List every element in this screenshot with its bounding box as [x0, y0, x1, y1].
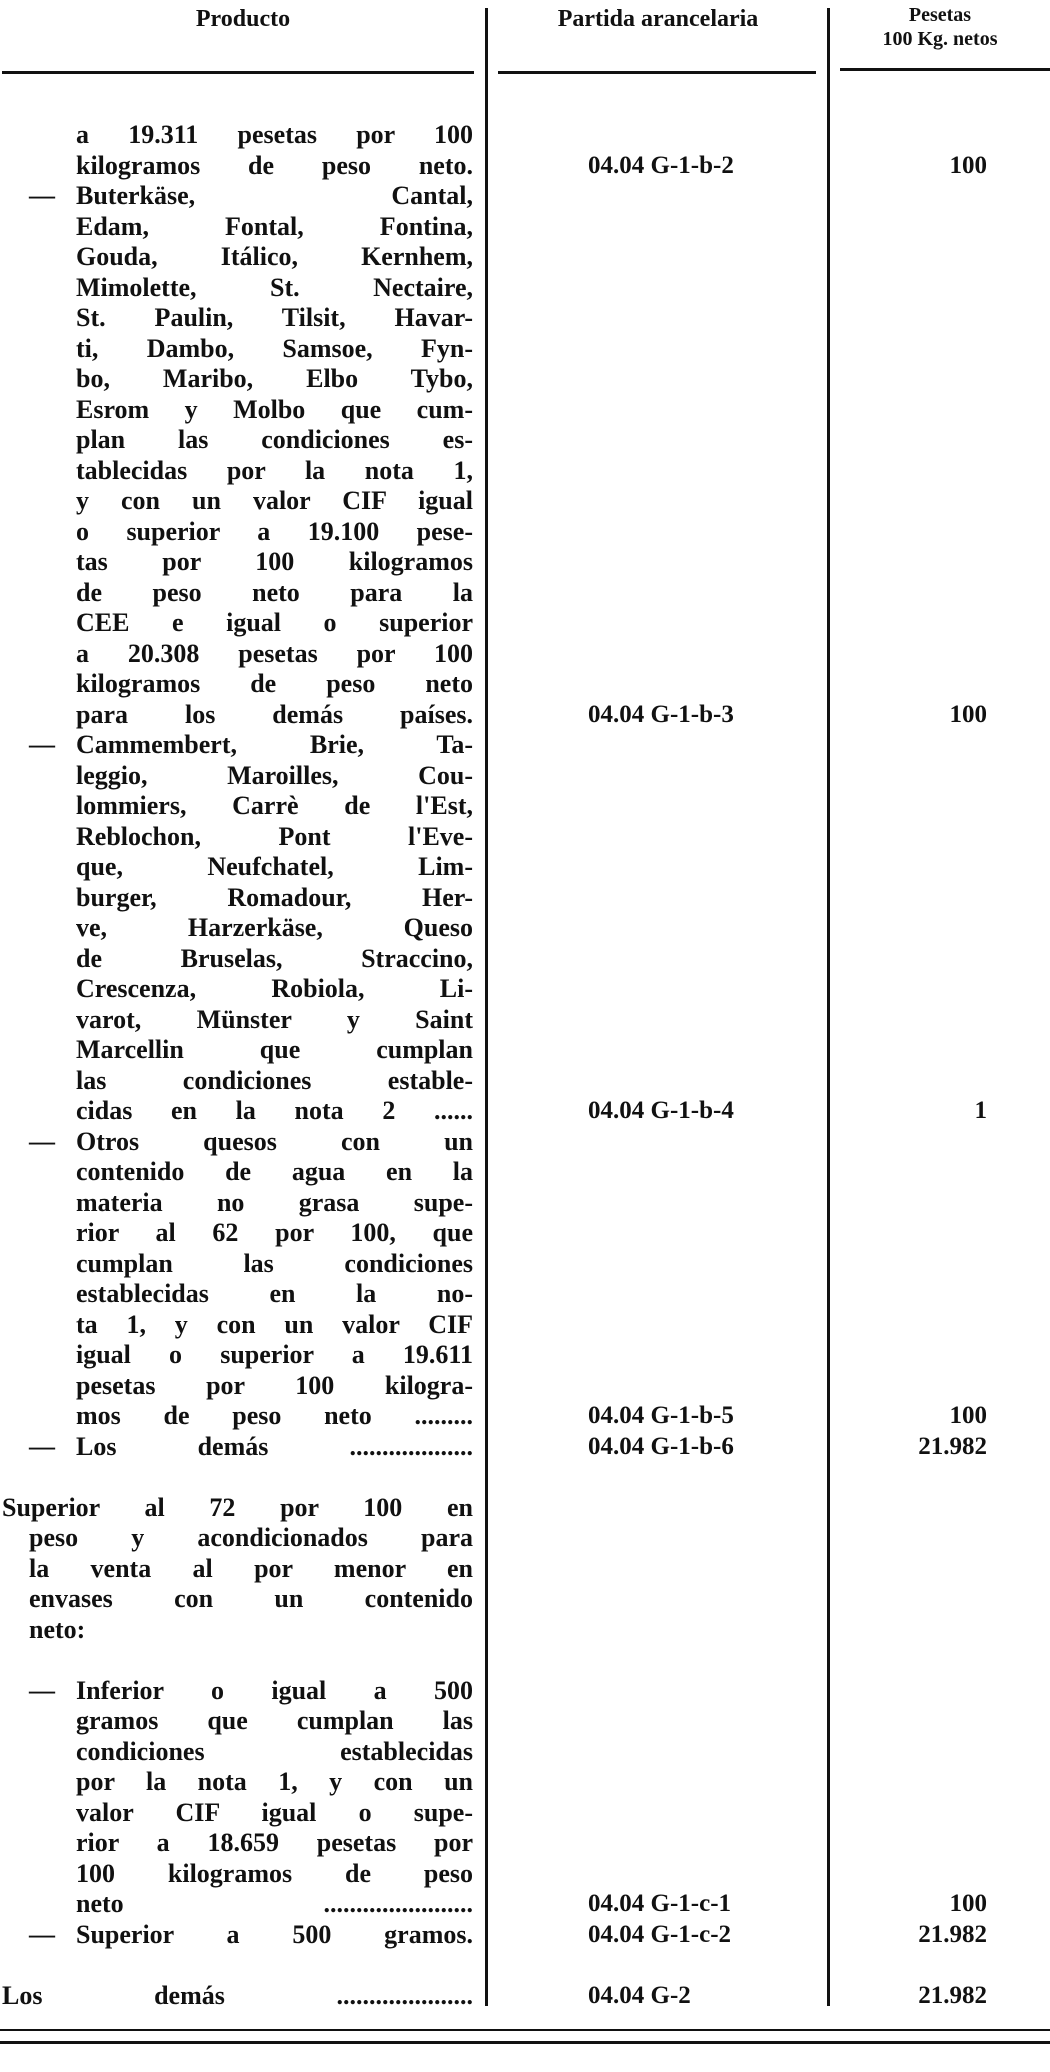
table-row — [0, 120, 1050, 151]
table-row — [0, 852, 1050, 883]
header-producto: Producto — [195, 6, 291, 32]
table-row — [0, 1554, 1050, 1585]
table-row — [0, 517, 1050, 548]
product-text: o superior a 19.100 pese- — [76, 516, 473, 546]
table-row — [0, 1310, 1050, 1341]
product-text: bo, Maribo, Elbo Tybo, — [76, 364, 473, 393]
table-row — [0, 1523, 1050, 1554]
table-row — [0, 608, 1050, 639]
table-row — [0, 456, 1050, 487]
tariff-code: 04.04 G-1-b-6 — [588, 1432, 734, 1460]
product-text: St. Paulin, Tilsit, Havar- — [76, 303, 473, 332]
product-text: establecidas en la no- — [76, 1279, 473, 1308]
product-text: Los demás ..................... — [2, 1980, 473, 2010]
table-row — [0, 791, 1050, 822]
table-row — [0, 334, 1050, 365]
product-text: Gouda, Itálico, Kernhem, — [76, 242, 473, 271]
header-rule-3 — [840, 68, 1050, 71]
tariff-code: 04.04 G-1-b-4 — [588, 1097, 734, 1124]
product-text: Otros quesos con un — [76, 1126, 473, 1156]
table-row — [0, 1066, 1050, 1097]
table-row — [0, 273, 1050, 304]
table-row — [0, 1706, 1050, 1737]
product-text: condiciones establecidas — [76, 1736, 473, 1766]
product-text: neto ....................... — [76, 1889, 473, 1918]
table-row — [0, 181, 1050, 212]
product-text: kilogramos de peso neto. — [76, 150, 473, 180]
table-row — [0, 730, 1050, 761]
product-text: de Bruselas, Straccino, — [76, 943, 473, 973]
product-text: envases con un contenido — [29, 1584, 473, 1613]
product-text: Buterkäse, Cantal, — [76, 181, 473, 210]
product-text: materia no grasa supe- — [76, 1187, 473, 1217]
table-row — [0, 547, 1050, 578]
header-pesetas-unit: 100 Kg. netos — [882, 28, 998, 50]
product-text: neto: — [29, 1614, 86, 1644]
table-row — [0, 1279, 1050, 1310]
bottom-rule-1 — [0, 2029, 1050, 2031]
product-text: varot, Münster y Saint — [76, 1004, 473, 1034]
table-row — [0, 395, 1050, 426]
table-row — [0, 242, 1050, 273]
table-row — [0, 212, 1050, 243]
table-row — [0, 822, 1050, 853]
pesetas-value: 21.982 — [918, 1920, 987, 1948]
table-row — [0, 1737, 1050, 1768]
table-row — [0, 974, 1050, 1005]
product-text: 100 kilogramos de peso — [76, 1858, 473, 1888]
product-text: cumplan las condiciones — [76, 1248, 473, 1278]
product-text: Superior al 72 por 100 en — [2, 1492, 473, 1522]
product-text: Esrom y Molbo que cum- — [76, 394, 473, 424]
product-text: Los demás ................... — [76, 1431, 473, 1461]
product-text: por la nota 1, y con un — [76, 1767, 473, 1796]
table-row — [0, 1767, 1050, 1798]
product-text: kilogramos de peso neto — [76, 669, 473, 698]
product-text: tas por 100 kilogramos — [76, 547, 473, 576]
product-text: que, Neufchatel, Lim- — [76, 852, 473, 881]
product-text: leggio, Maroilles, Cou- — [76, 760, 473, 790]
table-row — [0, 486, 1050, 517]
table-row — [0, 1127, 1050, 1158]
product-text: burger, Romadour, Her- — [76, 882, 473, 912]
product-text: Superior a 500 gramos. — [76, 1919, 473, 1949]
dash-bullet: — — [29, 1675, 55, 1705]
table-row — [0, 883, 1050, 914]
tariff-code: 04.04 G-1-b-3 — [588, 700, 734, 728]
product-text: ve, Harzerkäse, Queso — [76, 913, 473, 942]
product-text: ta 1, y con un valor CIF — [76, 1309, 473, 1339]
product-text: contenido de agua en la — [76, 1157, 473, 1186]
product-text: tablecidas por la nota 1, — [76, 455, 473, 485]
product-text: de peso neto para la — [76, 577, 473, 607]
bottom-rule-2 — [0, 2041, 1050, 2044]
tariff-code: 04.04 G-1-b-2 — [588, 151, 734, 179]
table-row — [0, 1035, 1050, 1066]
pesetas-value: 100 — [949, 151, 987, 179]
dash-bullet: — — [29, 1919, 55, 1949]
product-text: mos de peso neto ......... — [76, 1401, 473, 1430]
pesetas-value: 100 — [949, 1890, 987, 1917]
table-row — [0, 1401, 1050, 1432]
table-row — [0, 151, 1050, 182]
product-text: Reblochon, Pont l'Eve- — [76, 821, 473, 851]
table-row — [0, 1218, 1050, 1249]
product-text: a 19.311 pesetas por 100 — [76, 120, 473, 149]
table-row — [0, 1371, 1050, 1402]
table-row — [0, 669, 1050, 700]
table-row — [0, 303, 1050, 334]
dash-bullet: — — [29, 181, 55, 210]
table-row — [0, 944, 1050, 975]
table-row — [0, 700, 1050, 731]
table-row — [0, 1889, 1050, 1920]
product-text: rior a 18.659 pesetas por — [76, 1828, 473, 1857]
table-row — [0, 761, 1050, 792]
product-text: cidas en la nota 2 ...... — [76, 1096, 473, 1125]
table-row — [0, 1920, 1050, 1951]
tariff-code: 04.04 G-2 — [588, 1981, 691, 2009]
table-row — [0, 1981, 1050, 2012]
product-text: Crescenza, Robiola, Li- — [76, 974, 473, 1003]
product-text: CEE e igual o superior — [76, 608, 473, 637]
pesetas-value: 100 — [949, 700, 987, 728]
table-row — [0, 1584, 1050, 1615]
product-text: gramos que cumplan las — [76, 1706, 473, 1735]
table-row — [0, 1432, 1050, 1463]
pesetas-value: 21.982 — [918, 1981, 987, 2009]
tariff-code: 04.04 G-1-c-2 — [588, 1920, 732, 1948]
product-text: peso y acondicionados para — [29, 1523, 473, 1552]
product-text: rior al 62 por 100, que — [76, 1218, 473, 1247]
table-row — [0, 1828, 1050, 1859]
product-text: y con un valor CIF igual — [76, 486, 473, 515]
product-text: las condiciones estable- — [76, 1065, 473, 1095]
product-text: para los demás países. — [76, 699, 473, 729]
table-row — [0, 364, 1050, 395]
tariff-code: 04.04 G-1-c-1 — [588, 1890, 732, 1917]
table-row — [0, 1615, 1050, 1646]
product-text: plan las condiciones es- — [76, 425, 473, 454]
product-text: ti, Dambo, Samsoe, Fyn- — [76, 333, 473, 363]
dash-bullet: — — [29, 1126, 55, 1156]
table-row — [0, 913, 1050, 944]
table-row — [0, 1157, 1050, 1188]
table-row — [0, 1798, 1050, 1829]
table-row — [0, 639, 1050, 670]
pesetas-value: 100 — [949, 1402, 987, 1429]
table-row — [0, 425, 1050, 456]
table-row — [0, 1249, 1050, 1280]
product-text: Edam, Fontal, Fontina, — [76, 211, 473, 241]
tariff-code: 04.04 G-1-b-5 — [588, 1402, 734, 1429]
table-row — [0, 1676, 1050, 1707]
product-text: Mimolette, St. Nectaire, — [76, 272, 473, 302]
product-text: a 20.308 pesetas por 100 — [76, 638, 473, 668]
table-row — [0, 1859, 1050, 1890]
header-partida-arancelaria: Partida arancelaria — [557, 6, 759, 32]
table-row — [0, 1005, 1050, 1036]
product-text: lommiers, Carrè de l'Est, — [76, 791, 473, 820]
table-row — [0, 1096, 1050, 1127]
table-row — [0, 1188, 1050, 1219]
header-rule-2 — [498, 71, 816, 74]
product-text: Inferior o igual a 500 — [76, 1675, 473, 1705]
header-rule-1 — [2, 71, 474, 74]
product-text: igual o superior a 19.611 — [76, 1340, 473, 1369]
product-text: Cammembert, Brie, Ta- — [76, 730, 473, 759]
dash-bullet: — — [29, 1431, 55, 1461]
pesetas-value: 21.982 — [918, 1432, 987, 1460]
product-text: pesetas por 100 kilogra- — [76, 1370, 473, 1400]
product-text: Marcellin que cumplan — [76, 1035, 473, 1064]
dash-bullet: — — [29, 730, 55, 759]
table-row — [0, 578, 1050, 609]
table-row — [0, 1493, 1050, 1524]
pesetas-value: 1 — [974, 1097, 987, 1124]
header-pesetas: Pesetas — [908, 4, 972, 26]
product-text: la venta al por menor en — [29, 1553, 473, 1583]
product-text: valor CIF igual o supe- — [76, 1797, 473, 1827]
table-row — [0, 1340, 1050, 1371]
